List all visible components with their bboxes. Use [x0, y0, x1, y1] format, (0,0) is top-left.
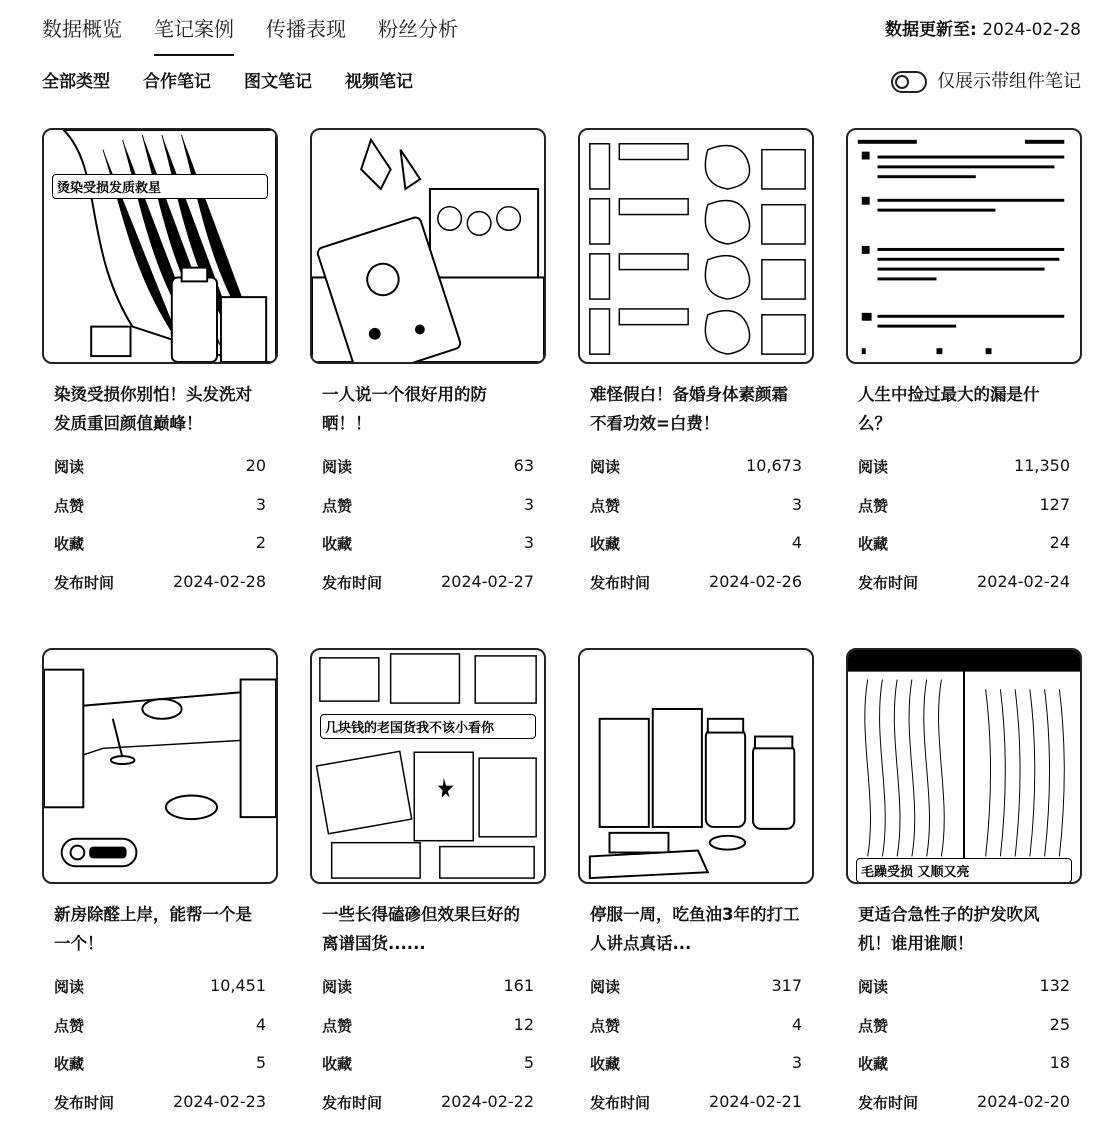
sunscreen-image — [312, 130, 544, 362]
stat-label: 收藏 — [858, 1055, 889, 1073]
stat-read — [858, 456, 1070, 495]
stat-label: 点赞 — [858, 1016, 889, 1035]
filter-all-types[interactable]: 全部类型 — [42, 72, 110, 92]
room-interior-image — [44, 650, 276, 882]
update-info — [885, 16, 1081, 44]
thumbnail-caption: 几块钱的老国货我不该小看你 — [320, 714, 536, 739]
stat-like — [590, 495, 802, 534]
stat-time — [590, 1092, 802, 1131]
stat-time — [322, 1092, 534, 1131]
filter-video-notes[interactable]: 视频笔记 — [345, 72, 413, 92]
stat-fav — [322, 1053, 534, 1092]
note-title[interactable]: 一人说一个很好用的防晒！！ — [322, 385, 487, 433]
note-title[interactable]: 染烫受损你别怕！头发洗对发质重回颜值巅峰！ — [54, 385, 252, 433]
stat-time — [590, 572, 802, 611]
stat-fav — [54, 1053, 266, 1092]
fav-count: 18 — [1049, 1053, 1070, 1072]
note-title[interactable]: 停服一周，吃鱼油3年的打工人讲点真话... — [590, 905, 800, 953]
filter-cooperation-notes[interactable]: 合作笔记 — [143, 72, 211, 92]
note-thumbnail[interactable] — [42, 128, 278, 364]
stat-time — [858, 572, 1070, 611]
stat-label: 发布时间 — [858, 1093, 919, 1112]
stat-read — [590, 976, 802, 1015]
thumbnail-caption: 毛躁受损 又顺又亮 — [856, 858, 1072, 883]
publish-time: 2024-02-23 — [173, 1091, 266, 1111]
note-stats — [322, 456, 534, 610]
stat-label: 收藏 — [590, 535, 621, 553]
note-title[interactable]: 难怪假白！备婚身体素颜霜不看功效=白费！ — [590, 385, 788, 433]
read-count: 161 — [503, 976, 534, 995]
read-count: 10,451 — [210, 976, 266, 995]
stat-like — [322, 1015, 534, 1054]
note-card[interactable] — [846, 128, 1082, 610]
stat-label: 发布时间 — [590, 573, 651, 592]
toggle-knob — [895, 75, 909, 89]
stat-label: 阅读 — [858, 978, 889, 996]
read-count: 10,673 — [746, 456, 802, 475]
stat-read — [54, 456, 266, 495]
update-label: 数据更新至: — [884, 20, 977, 40]
tab-data-overview[interactable]: 数据概览 — [42, 17, 122, 41]
like-count: 12 — [513, 1014, 534, 1034]
note-stats — [858, 976, 1070, 1130]
stat-like — [54, 1015, 266, 1054]
fav-count: 5 — [523, 1053, 534, 1072]
comments-screenshot-image — [848, 130, 1080, 362]
stat-like — [322, 495, 534, 534]
note-card[interactable] — [310, 128, 546, 610]
note-stats — [322, 976, 534, 1130]
fav-count: 4 — [791, 533, 802, 552]
stat-label: 收藏 — [858, 535, 889, 553]
note-card[interactable] — [42, 648, 278, 1130]
body-cream-comparison-image — [580, 130, 812, 362]
publish-time: 2024-02-26 — [709, 571, 802, 591]
note-title[interactable]: 新房除醛上岸，能帮一个是一个！ — [54, 905, 252, 953]
stat-label: 发布时间 — [590, 1093, 651, 1112]
read-count: 132 — [1039, 976, 1070, 995]
note-thumbnail[interactable] — [846, 648, 1082, 884]
stat-read — [54, 976, 266, 1015]
note-thumbnail[interactable] — [578, 128, 814, 364]
main-tabs — [42, 14, 458, 44]
note-thumbnail[interactable] — [578, 648, 814, 884]
note-card[interactable] — [846, 648, 1082, 1130]
stat-read — [322, 976, 534, 1015]
hair-product-image — [44, 130, 276, 362]
stat-fav — [590, 533, 802, 572]
stat-label: 阅读 — [590, 458, 621, 476]
note-title[interactable]: 更适合急性子的护发吹风机！谁用谁顺！ — [858, 905, 1040, 953]
stat-time — [54, 1092, 266, 1131]
stat-label: 阅读 — [54, 458, 85, 476]
fish-oil-products-image — [580, 650, 812, 882]
stat-like — [590, 1015, 802, 1054]
toggle-label: 仅展示带组件笔记 — [937, 71, 1081, 92]
note-title[interactable]: 人生中捡过最大的漏是什么？ — [858, 385, 1040, 433]
note-thumbnail[interactable] — [310, 648, 546, 884]
publish-time: 2024-02-28 — [173, 571, 266, 591]
stat-label: 点赞 — [590, 496, 621, 515]
stat-label: 阅读 — [590, 978, 621, 996]
stat-fav — [322, 533, 534, 572]
publish-time: 2024-02-21 — [709, 1091, 802, 1111]
stat-label: 阅读 — [858, 458, 889, 476]
fav-count: 2 — [255, 533, 266, 552]
fav-count: 3 — [523, 533, 534, 552]
note-card[interactable] — [578, 128, 814, 610]
read-count: 63 — [513, 456, 534, 475]
stat-time — [858, 1092, 1070, 1131]
stat-read — [322, 456, 534, 495]
stat-like — [54, 495, 266, 534]
stat-label: 点赞 — [322, 1016, 353, 1035]
stat-label: 发布时间 — [54, 573, 115, 592]
component-notes-toggle[interactable] — [891, 68, 1081, 96]
stat-label: 点赞 — [858, 496, 889, 515]
update-date: 2024-02-28 — [982, 20, 1081, 40]
thumbnail-caption: 烫染受损发质救星 — [52, 174, 268, 199]
note-card[interactable] — [42, 128, 278, 610]
stat-like — [858, 495, 1070, 534]
read-count: 11,350 — [1014, 456, 1070, 475]
stat-label: 点赞 — [590, 1016, 621, 1035]
like-count: 3 — [523, 494, 534, 514]
note-stats — [590, 456, 802, 610]
like-count: 127 — [1039, 494, 1070, 514]
stat-fav — [590, 1053, 802, 1092]
stat-like — [858, 1015, 1070, 1054]
read-count: 20 — [245, 456, 266, 475]
toggle-switch[interactable] — [891, 71, 927, 93]
stat-fav — [858, 533, 1070, 572]
stat-label: 发布时间 — [322, 573, 383, 592]
stat-label: 发布时间 — [858, 573, 919, 592]
type-filter-tabs — [42, 68, 413, 96]
note-card[interactable] — [310, 648, 546, 1130]
publish-time: 2024-02-20 — [977, 1091, 1070, 1111]
stat-label: 收藏 — [322, 1055, 353, 1073]
read-count: 317 — [771, 976, 802, 995]
like-count: 4 — [791, 1014, 802, 1034]
tab-spread-performance[interactable]: 传播表现 — [266, 17, 346, 41]
stat-read — [590, 456, 802, 495]
stat-read — [858, 976, 1070, 1015]
publish-time: 2024-02-24 — [977, 571, 1070, 591]
fav-count: 3 — [791, 1053, 802, 1072]
stat-fav — [54, 533, 266, 572]
stat-label: 点赞 — [54, 1016, 85, 1035]
note-card[interactable] — [578, 648, 814, 1130]
like-count: 3 — [791, 494, 802, 514]
note-thumbnail[interactable] — [846, 128, 1082, 364]
note-stats — [858, 456, 1070, 610]
stat-label: 阅读 — [322, 978, 353, 996]
stat-label: 阅读 — [54, 978, 85, 996]
stat-label: 收藏 — [322, 535, 353, 553]
stat-time — [54, 572, 266, 611]
tab-note-cases[interactable]: 笔记案例 — [154, 14, 234, 44]
stat-label: 收藏 — [54, 535, 85, 553]
note-thumbnail[interactable] — [42, 648, 278, 884]
note-stats — [54, 976, 266, 1130]
fav-count: 24 — [1049, 533, 1070, 552]
like-count: 25 — [1049, 1014, 1070, 1034]
note-title[interactable]: 一些长得磕碜但效果巨好的离谱国货...... — [322, 905, 520, 953]
domestic-products-image — [312, 650, 544, 882]
stat-label: 阅读 — [322, 458, 353, 476]
publish-time: 2024-02-22 — [441, 1091, 534, 1111]
stat-label: 点赞 — [54, 496, 85, 515]
stat-label: 点赞 — [322, 496, 353, 515]
like-count: 3 — [255, 494, 266, 514]
note-thumbnail[interactable] — [310, 128, 546, 364]
note-stats — [54, 456, 266, 610]
stat-fav — [858, 1053, 1070, 1092]
like-count: 4 — [255, 1014, 266, 1034]
stat-time — [322, 572, 534, 611]
hair-comparison-image — [848, 650, 1080, 882]
tab-fan-analysis[interactable]: 粉丝分析 — [378, 17, 458, 41]
filter-image-notes[interactable]: 图文笔记 — [244, 72, 312, 92]
stat-label: 收藏 — [590, 1055, 621, 1073]
publish-time: 2024-02-27 — [441, 571, 534, 591]
fav-count: 5 — [255, 1053, 266, 1072]
stat-label: 发布时间 — [54, 1093, 115, 1112]
note-stats — [590, 976, 802, 1130]
stat-label: 发布时间 — [322, 1093, 383, 1112]
stat-label: 收藏 — [54, 1055, 85, 1073]
